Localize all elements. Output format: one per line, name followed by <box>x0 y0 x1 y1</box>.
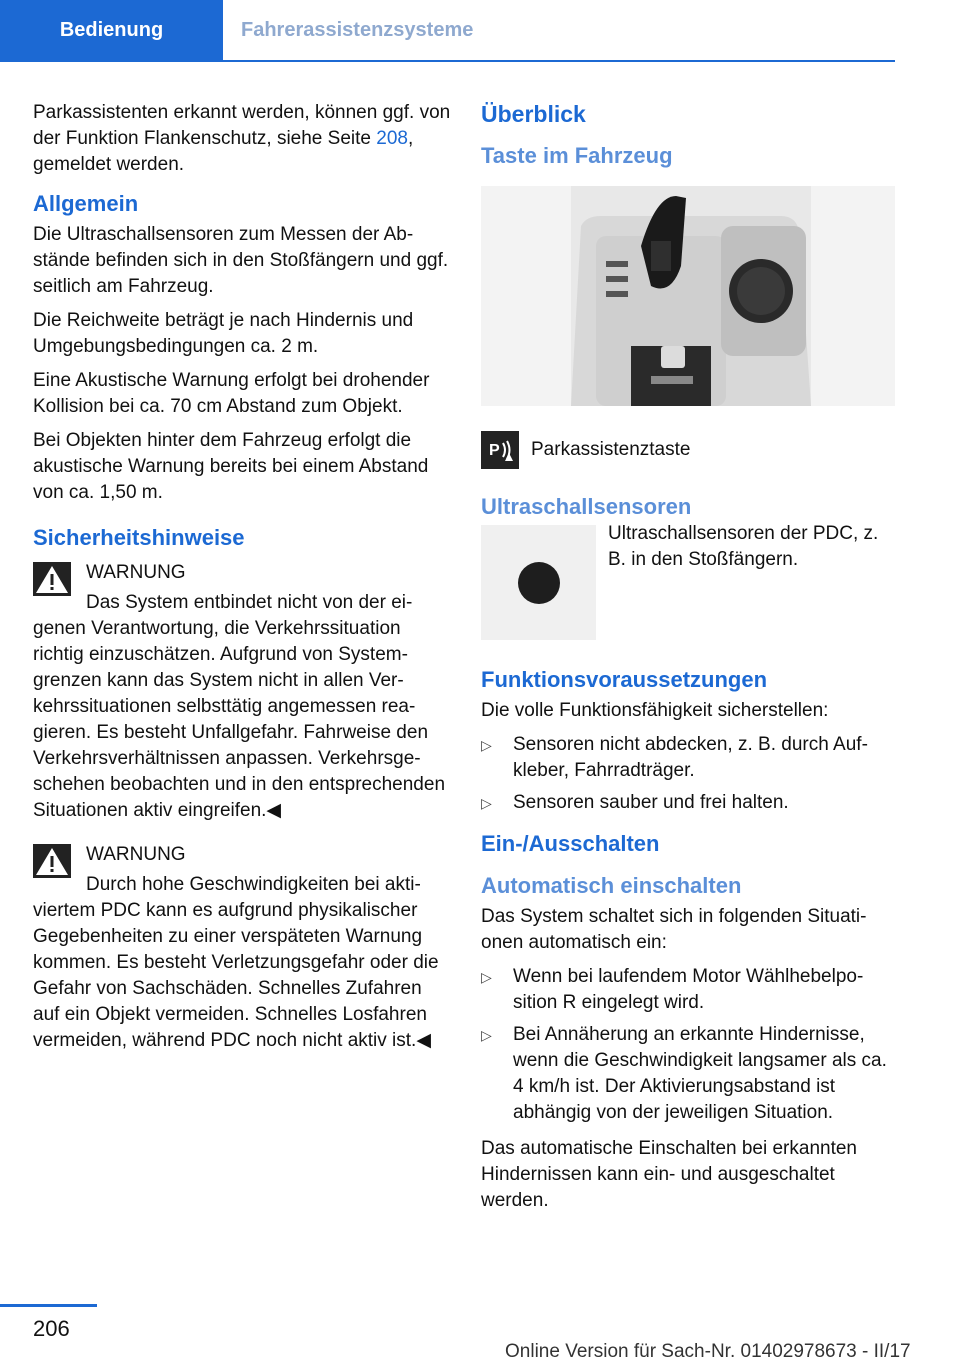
center-console-photo <box>481 186 895 406</box>
tab-bedienung[interactable]: Bedienung <box>0 0 223 60</box>
warning-text: Das System entbindet nicht von der eigenen Verantwortung, die Verkehrssituation richtig einzuschätzen. Aufgrund von Systemgrenzen kann das System nicht in allen Verkehrssituationen selbsttätig angemessen reagieren. Es besteht Unfallgefahr. Fahrweise den Verkehrsverhältnissen anpassen. Verkehrsgeschehen beobachten und in den entsprechenden Situationen aktiv eingreifen.◀ <box>33 592 446 821</box>
sensor-description: Ultraschallsensoren der PDC, z. B. in den Stoßfängern. <box>608 523 879 570</box>
funktion-list <box>481 732 901 816</box>
intro-paragraph: Parkassistenten erkannt werden, können ggf. von der Funktion Flankenschutz, siehe Seite 208, gemeldet werden. <box>33 102 451 175</box>
footer-note: Online Version für Sach-Nr. 01402978673 - II/17 <box>505 1341 911 1362</box>
triangle-bullet-icon: ▷ <box>481 737 492 753</box>
list-item: ▷ Sensoren nicht abdecken, z. B. durch Aufkleber, Fahrradträger. <box>481 734 868 781</box>
funktion-intro: Die volle Funktionsfähigkeit sicherstellen: <box>481 700 829 721</box>
triangle-bullet-icon: ▷ <box>481 795 492 811</box>
list-item: ▷ Wenn bei laufendem Motor Wählhebelposition R eingelegt wird. <box>481 966 864 1013</box>
page-link[interactable]: 208 <box>376 128 408 149</box>
sensor-dot-icon <box>518 562 560 604</box>
heading-automatisch-einschalten: Automatisch einschalten <box>481 873 742 898</box>
parking-assist-button-icon <box>481 431 519 469</box>
warning-triangle-icon <box>33 562 71 596</box>
auto-list <box>481 964 901 1126</box>
auto-outro: Das automatische Einschalten bei erkannten Hindernissen kann ein- und ausgeschaltet werden. <box>481 1138 858 1211</box>
warning-block-2 <box>33 842 453 1054</box>
heading-ein-ausschalten: Ein-/Ausschalten <box>481 831 660 856</box>
warning-block-1 <box>33 560 453 824</box>
sensor-image <box>481 525 596 640</box>
allgemein-paragraph-3: Eine Akustische Warnung erfolgt bei drohender Kollision bei ca. 70 cm Abstand zum Objekt. <box>33 370 430 417</box>
heading-ueberblick: Überblick <box>481 101 586 127</box>
svg-text:P: P <box>489 442 500 459</box>
right-column <box>481 100 901 1222</box>
warning-title: WARNUNG <box>86 844 186 865</box>
heading-taste-im-fahrzeug: Taste im Fahrzeug <box>481 143 673 168</box>
warning-triangle-icon <box>33 844 71 878</box>
button-row <box>481 431 901 471</box>
button-label: Parkassistenztaste <box>531 439 691 460</box>
sensor-row <box>481 525 901 640</box>
heading-funktionsvoraussetzungen: Funktionsvoraussetzungen <box>481 667 768 692</box>
allgemein-paragraph-2: Die Reichweite beträgt je nach Hindernis und Umgebungsbedingungen ca. 2 m. <box>33 310 414 357</box>
heading-allgemein: Allgemein <box>33 191 139 216</box>
left-column <box>33 100 453 1054</box>
heading-ultraschallsensoren: Ultraschallsensoren <box>481 494 692 519</box>
triangle-bullet-icon: ▷ <box>481 969 492 985</box>
auto-intro: Das System schaltet sich in folgenden Situationen automatisch ein: <box>481 906 867 953</box>
list-item: ▷ Bei Annäherung an erkannte Hindernisse, wenn die Geschwindigkeit langsamer als ca. 4 km/h ist. Der Aktivierungsabstand ist abhängig von der jeweiligen Situation. <box>481 1024 887 1123</box>
allgemein-paragraph-1: Die Ultraschallsensoren zum Messen der Abstände befinden sich in den Stoßfängern und ggf. seitlich am Fahrzeug. <box>33 224 449 297</box>
header-tabs <box>0 0 493 60</box>
page-number: 206 <box>33 1316 70 1341</box>
tab-fahrerassistenzsysteme[interactable]: Fahrerassistenzsysteme <box>241 18 474 41</box>
warning-title: WARNUNG <box>86 562 186 583</box>
header-divider <box>0 60 895 62</box>
footer-divider <box>0 1304 97 1307</box>
warning-text: Durch hohe Geschwindigkeiten bei aktiviertem PDC kann es aufgrund physikalischer Gegebenheiten zu einer verspäteten Warnung kommen. Es besteht Verletzungsgefahr oder die Gefahr von Sachschäden. Schnelles Zufahren auf ein Objekt vermeiden. Schnelles Losfahren vermeiden, während PDC noch nicht aktiv ist.◀ <box>33 874 439 1051</box>
triangle-bullet-icon: ▷ <box>481 1027 492 1043</box>
list-item: ▷ Sensoren sauber und frei halten. <box>481 790 901 816</box>
allgemein-paragraph-4: Bei Objekten hinter dem Fahrzeug erfolgt die akustische Warnung bereits bei einem Abstand von ca. 1,50 m. <box>33 430 429 503</box>
heading-sicherheitshinweise: Sicherheitshinweise <box>33 525 245 550</box>
